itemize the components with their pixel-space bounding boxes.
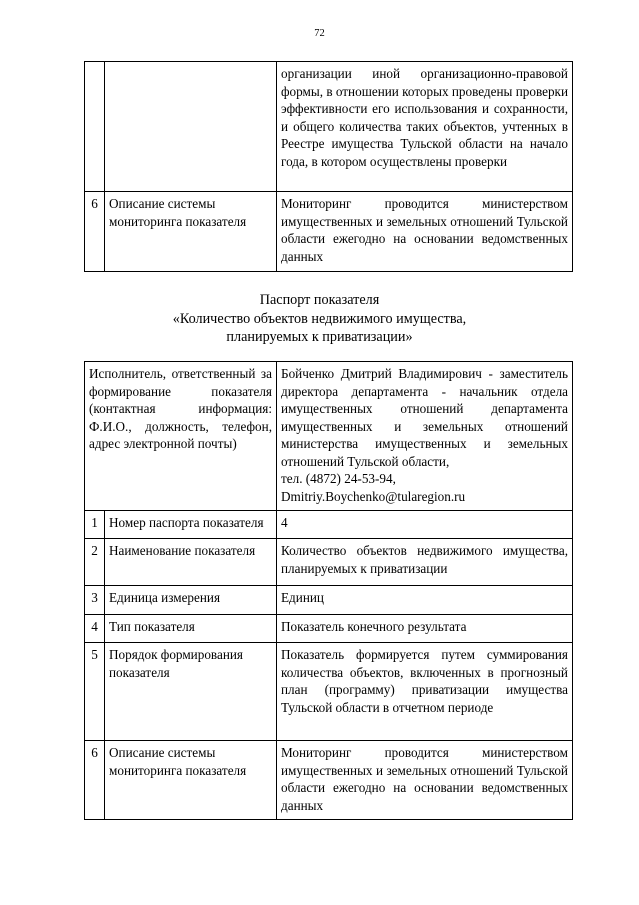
row-value-cell: Показатель конечного результата (277, 615, 573, 643)
row-number-cell: 6 (85, 192, 105, 272)
row-label-cell: Номер паспорта показателя (105, 511, 277, 539)
passport-title-line: Паспорт показателя (259, 292, 380, 308)
executor-row (85, 362, 573, 511)
passport-title-line: «Количество объектов недвижимого имущества, (172, 310, 467, 327)
row-value-cell: Мониторинг проводится министерством имущественных и земельных отношений Тульской области ежегодно на основании ведомственных данных (277, 741, 573, 820)
row-value-cell: 4 (277, 511, 573, 539)
row-number-cell: 3 (85, 586, 105, 615)
executor-phone: тел. (4872) 24-53-94, (281, 471, 396, 486)
table-row (85, 192, 573, 272)
row-number-cell: 1 (85, 511, 105, 539)
row-number-cell: 4 (85, 615, 105, 643)
row-value-cell: Единиц (277, 586, 573, 615)
row-label-cell: Единица измерения (105, 586, 277, 615)
passport-table (84, 361, 573, 820)
passport-title (0, 291, 639, 347)
row-number-cell (85, 62, 105, 192)
page-number: 72 (314, 28, 325, 39)
row-label-cell: Описание системы мониторинга показателя (105, 192, 277, 272)
passport-title-line: планируемых к приватизации» (226, 329, 413, 345)
row-number-cell: 2 (85, 539, 105, 586)
executor-label-cell: Исполнитель, ответственный за формирование показателя (контактная информация: Ф.И.О., должность, телефон, адрес электронной почты) (85, 362, 277, 511)
table-row (85, 511, 573, 539)
indicator-table-continued (84, 61, 573, 272)
executor-value-cell (277, 362, 573, 511)
row-label-cell: Тип показателя (105, 615, 277, 643)
table-row (85, 741, 573, 820)
row-label-cell: Порядок формирования показателя (105, 643, 277, 741)
row-value-cell: Количество объектов недвижимого имущества, планируемых к приватизации (277, 539, 573, 586)
row-value-cell: Мониторинг проводится министерством имущественных и земельных отношений Тульской области ежегодно на основании ведомственных данных (277, 192, 573, 272)
row-label-cell: Описание системы мониторинга показателя (105, 741, 277, 820)
table-row (85, 615, 573, 643)
row-label-cell: Наименование показателя (105, 539, 277, 586)
table-row (85, 643, 573, 741)
continuation-value-cell: организации иной организационно-правовой формы, в отношении которых проведены проверки эффективности его использования и сохранности, и общего количества таких объектов, учтенных в Реестре имущества Тульской области на начало года, в котором осуществлены проверки (277, 62, 573, 192)
row-label-cell (105, 62, 277, 192)
row-value-cell: Показатель формируется путем суммирования количества объектов, включенных в прогнозный план (программу) приватизации имущества Тульской области в отчетном периоде (277, 643, 573, 741)
executor-email: Dmitriy.Boychenko@tularegion.ru (281, 488, 466, 504)
executor-name-position: Бойченко Дмитрий Владимирович - заместитель директора департамента - начальник отдела имущественных отношений департамента имущественных и земельных отношений министерства имущественных и земельных отношений Тульской области, (281, 366, 568, 469)
table-row (85, 539, 573, 586)
table-row (85, 586, 573, 615)
row-number-cell: 5 (85, 643, 105, 741)
row-number-cell: 6 (85, 741, 105, 820)
table-row (85, 62, 573, 192)
